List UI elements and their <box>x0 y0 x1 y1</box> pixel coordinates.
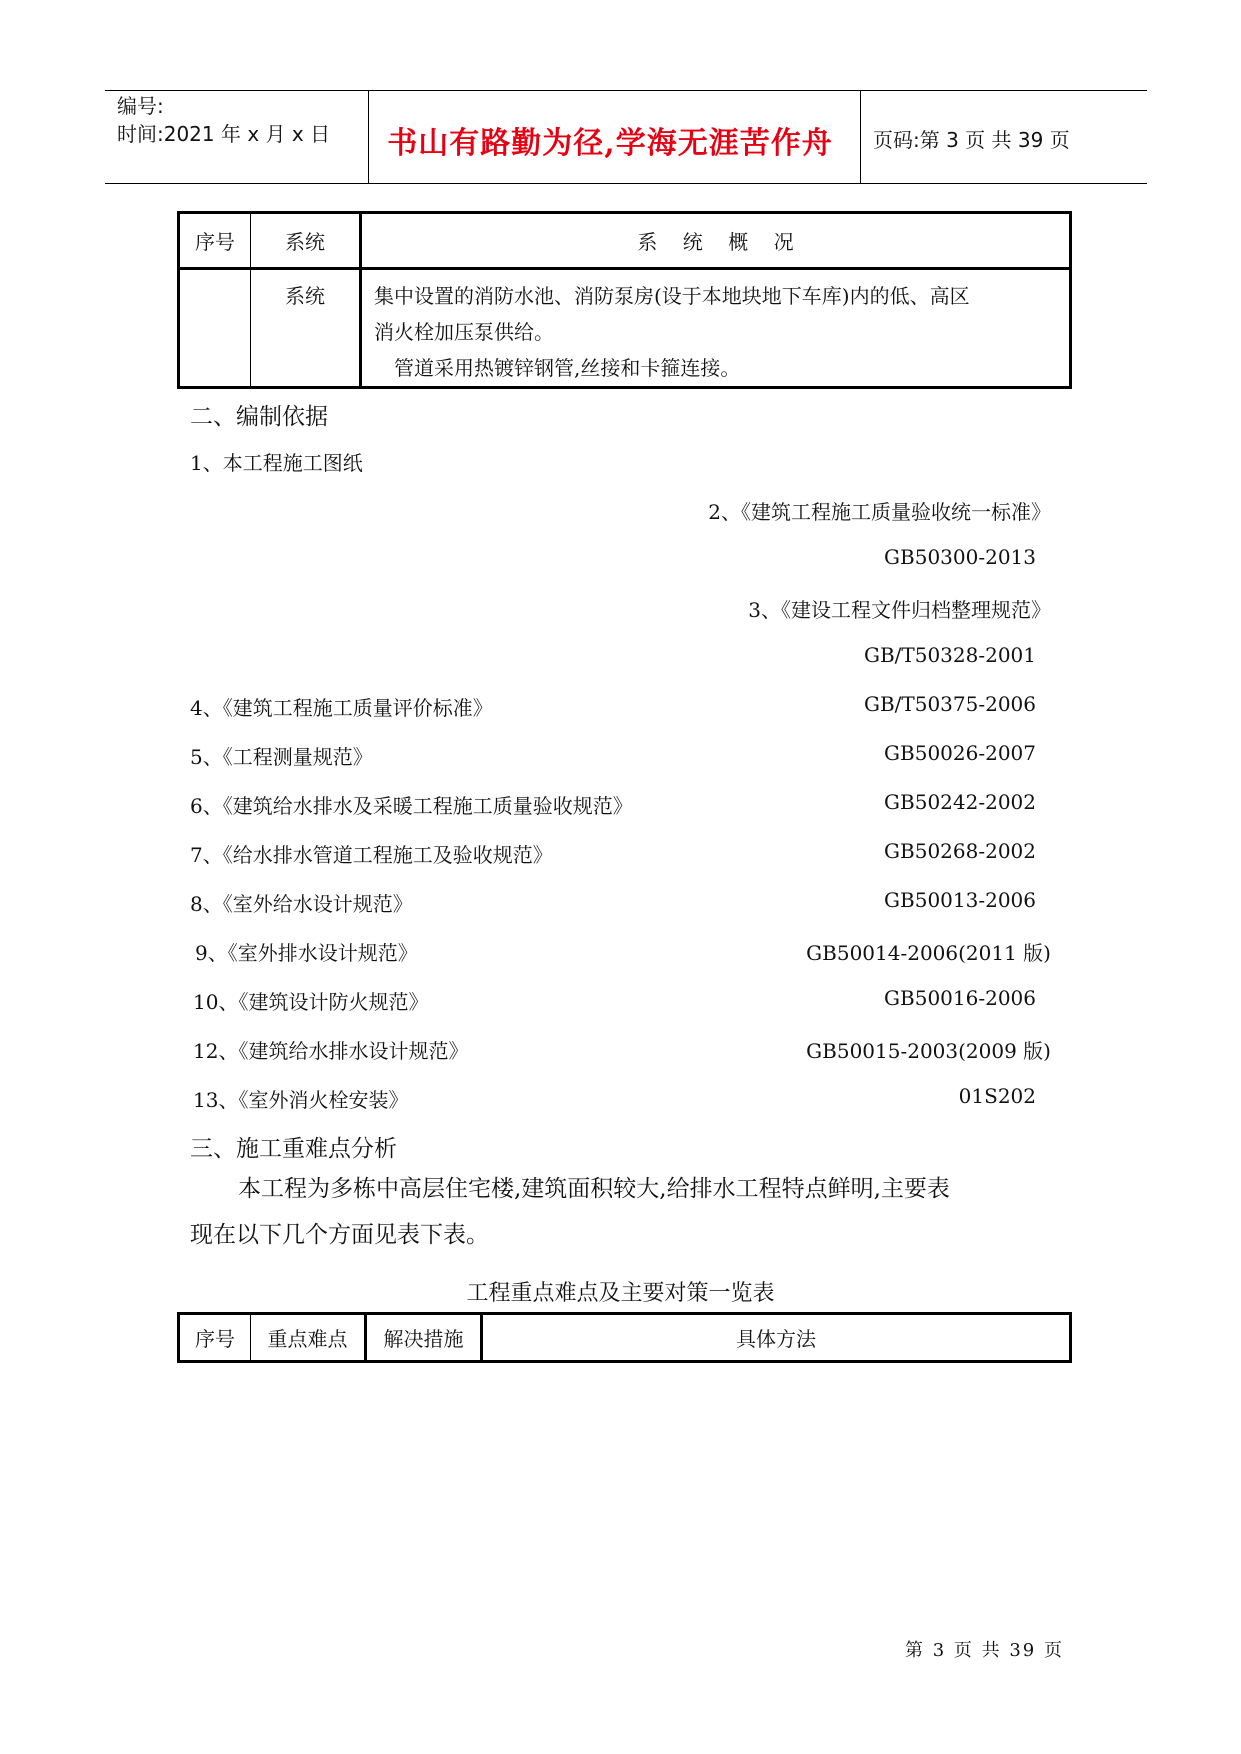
basis-item-12: 12、《建筑给水排水设计规范》 <box>193 1039 469 1063</box>
table-caption: 工程重点难点及主要对策一览表 <box>466 1281 775 1306</box>
table-header-row <box>179 1314 1071 1362</box>
basis-item-13: 13、《室外消火栓安装》 <box>193 1088 409 1112</box>
overview-line-2: 消火栓加压泵供给。 <box>374 320 554 344</box>
paragraph-line-2: 现在以下几个方面见表下表。 <box>190 1222 489 1248</box>
section-title-basis: 二、编制依据 <box>190 404 328 430</box>
overview-line-3: 管道采用热镀锌钢管,丝接和卡箍连接。 <box>394 356 741 380</box>
header-bottom-rule <box>105 183 1147 184</box>
header-cell-no: 序号 <box>179 213 251 269</box>
basis-item-4: 4、《建筑工程施工质量评价标准》 <box>190 696 493 720</box>
basis-item-3: 3、《建设工程文件归档整理规范》 <box>748 598 1051 622</box>
difficulties-table <box>177 1312 1072 1363</box>
overview-line-1: 集中设置的消防水池、消防泵房(设于本地块地下车库)内的低、高区 <box>374 284 970 308</box>
header-cell-difficulty: 重点难点 <box>251 1314 366 1362</box>
system-overview-table <box>177 211 1072 389</box>
basis-item-10: 10、《建筑设计防火规范》 <box>193 990 429 1014</box>
paragraph-line-1: 本工程为多栋中高层住宅楼,建筑面积较大,给排水工程特点鲜明,主要表 <box>238 1176 950 1202</box>
basis-code-10: GB50016-2006 <box>884 986 1036 1010</box>
header-page-number: 页码:第 3 页 共 39 页 <box>873 128 1070 152</box>
basis-item-1: 1、本工程施工图纸 <box>190 451 363 475</box>
basis-code-5: GB50026-2007 <box>884 741 1036 765</box>
footer-page-number: 第 3 页 共 39 页 <box>905 1640 1064 1661</box>
basis-code-3: GB/T50328-2001 <box>863 643 1036 667</box>
basis-code-2: GB50300-2013 <box>884 545 1036 569</box>
basis-code-4: GB/T50375-2006 <box>863 692 1036 716</box>
basis-code-9: GB50014-2006(2011 版) <box>806 941 1051 965</box>
header-divider-right <box>860 90 861 183</box>
header-motto: 书山有路勤为径,学海无涯苦作舟 <box>387 126 833 161</box>
basis-item-7: 7、《给水排水管道工程施工及验收规范》 <box>190 843 553 867</box>
basis-item-2: 2、《建筑工程施工质量验收统一标准》 <box>708 500 1051 524</box>
document-time: 时间:2021 年 x 月 x 日 <box>117 122 331 146</box>
difficulties-paragraph <box>190 1166 1070 1258</box>
basis-item-8: 8、《室外给水设计规范》 <box>190 892 413 916</box>
basis-code-8: GB50013-2006 <box>884 888 1036 912</box>
document-number: 编号: <box>117 94 164 118</box>
header-cell-no: 序号 <box>179 1314 251 1362</box>
section-title-difficulties: 三、施工重难点分析 <box>190 1136 397 1162</box>
basis-code-12: GB50015-2003(2009 版) <box>806 1039 1051 1063</box>
header-cell-system: 系统 <box>251 213 361 269</box>
header-cell-method: 具体方法 <box>482 1314 1071 1362</box>
basis-code-6: GB50242-2002 <box>884 790 1036 814</box>
header-top-rule <box>105 90 1147 91</box>
table-header-row <box>179 213 1071 269</box>
row-cell-system: 系统 <box>251 269 361 388</box>
row-cell-no <box>179 269 251 388</box>
header-cell-overview: 系 统 概 况 <box>361 213 1071 269</box>
basis-code-13: 01S202 <box>958 1084 1036 1108</box>
basis-item-6: 6、《建筑给水排水及采暖工程施工质量验收规范》 <box>190 794 633 818</box>
header-divider-left <box>368 90 369 183</box>
basis-item-9: 9、《室外排水设计规范》 <box>195 941 418 965</box>
table-row <box>179 269 1071 388</box>
row-cell-overview <box>361 269 1071 388</box>
basis-code-7: GB50268-2002 <box>884 839 1036 863</box>
basis-item-5: 5、《工程测量规范》 <box>190 745 373 769</box>
header-cell-measure: 解决措施 <box>366 1314 482 1362</box>
